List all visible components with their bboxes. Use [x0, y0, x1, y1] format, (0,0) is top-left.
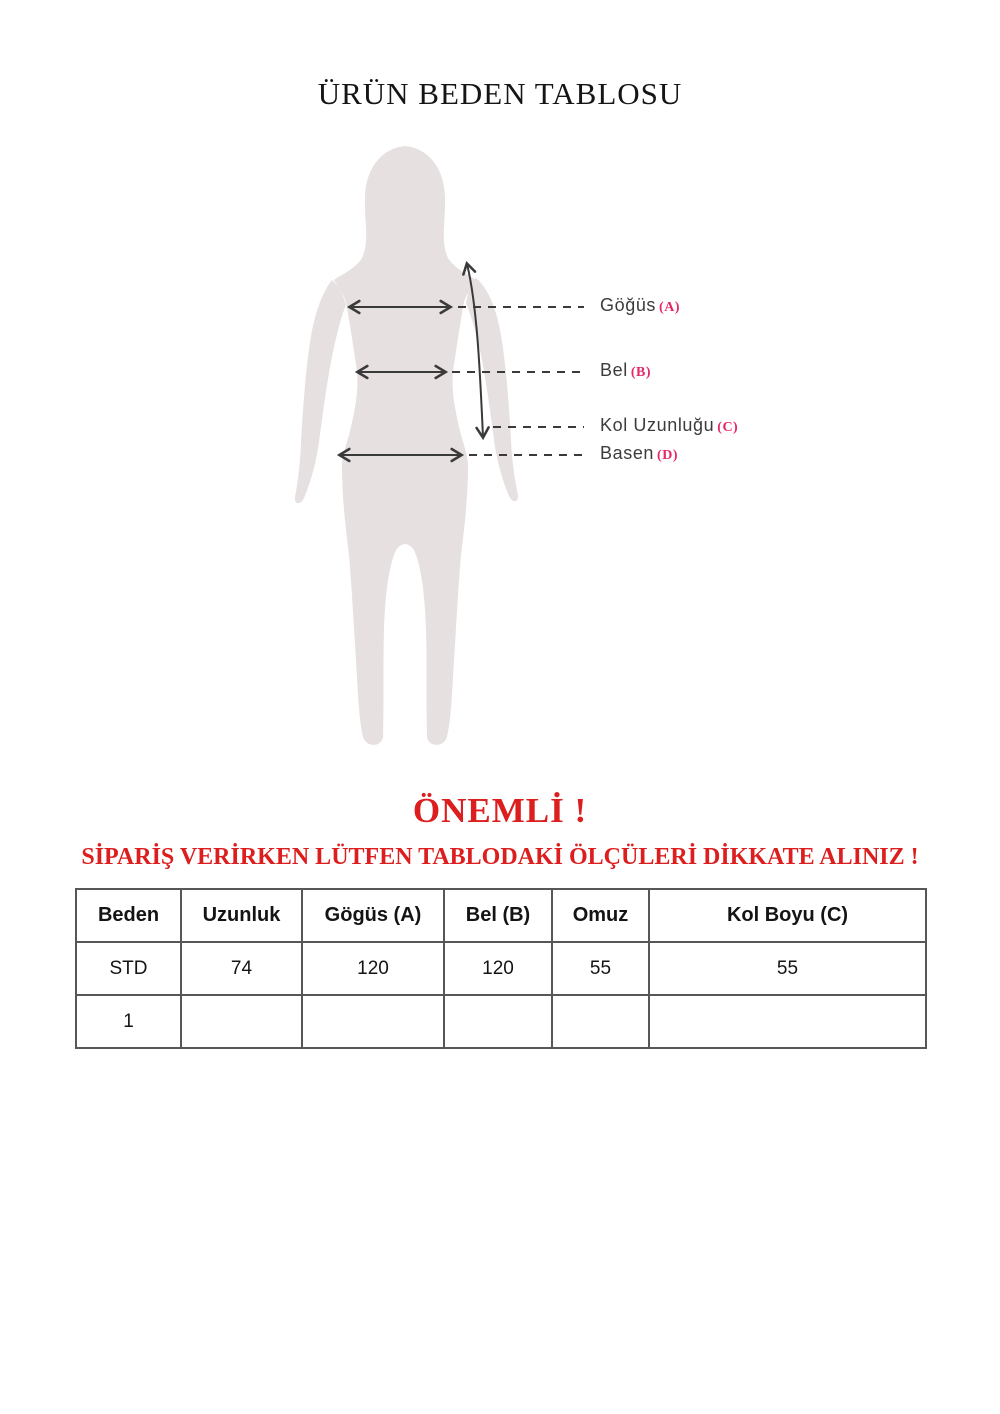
right-arm-silhouette [466, 278, 518, 501]
measure-label-bel [600, 360, 651, 381]
measure-label-code: (D) [657, 448, 678, 463]
page-title: ÜRÜN BEDEN TABLOSU [317, 76, 683, 111]
body-silhouette [334, 146, 476, 745]
measure-label-code: (A) [659, 300, 680, 315]
size-cell: STD [76, 942, 181, 995]
measure-label-kol-uzunlugu [600, 415, 738, 436]
size-cell: 55 [649, 942, 926, 995]
size-cell: 55 [552, 942, 649, 995]
size-table-row-1 [76, 995, 926, 1048]
column-header-bel: Bel (B) [444, 889, 552, 942]
column-header-uzunluk: Uzunluk [181, 889, 302, 942]
size-cell [649, 995, 926, 1048]
size-cell: 1 [76, 995, 181, 1048]
size-table-row-std [76, 942, 926, 995]
size-cell [552, 995, 649, 1048]
measure-label-gogus [600, 295, 680, 316]
size-cell [181, 995, 302, 1048]
measure-label-basen [600, 443, 678, 464]
size-cell: 74 [181, 942, 302, 995]
size-cell: 120 [302, 942, 444, 995]
size-cell: 120 [444, 942, 552, 995]
column-header-gogus: Gögüs (A) [302, 889, 444, 942]
left-arm-silhouette [295, 280, 346, 503]
measure-label-text: Kol Uzunluğu [600, 415, 715, 435]
size-table-header-row [76, 889, 926, 942]
measure-label-text: Basen [600, 443, 655, 463]
measure-label-code: (B) [630, 365, 651, 380]
measure-label-code: (C) [717, 420, 739, 435]
order-warning-text: SİPARİŞ VERİRKEN LÜTFEN TABLODAKİ ÖLÇÜLERİ DİKKATE ALINIZ ! [81, 844, 919, 870]
body-measurement-diagram [280, 140, 750, 772]
column-header-kol-boyu: Kol Boyu (C) [649, 889, 926, 942]
measure-label-text: Göğüs [600, 295, 657, 315]
measure-label-text: Bel [600, 360, 628, 380]
important-heading: ÖNEMLİ ! [412, 791, 588, 830]
column-header-beden: Beden [76, 889, 181, 942]
column-header-omuz: Omuz [552, 889, 649, 942]
size-cell [302, 995, 444, 1048]
measurement-figure-svg [280, 140, 750, 772]
size-cell [444, 995, 552, 1048]
size-table [75, 888, 927, 1049]
